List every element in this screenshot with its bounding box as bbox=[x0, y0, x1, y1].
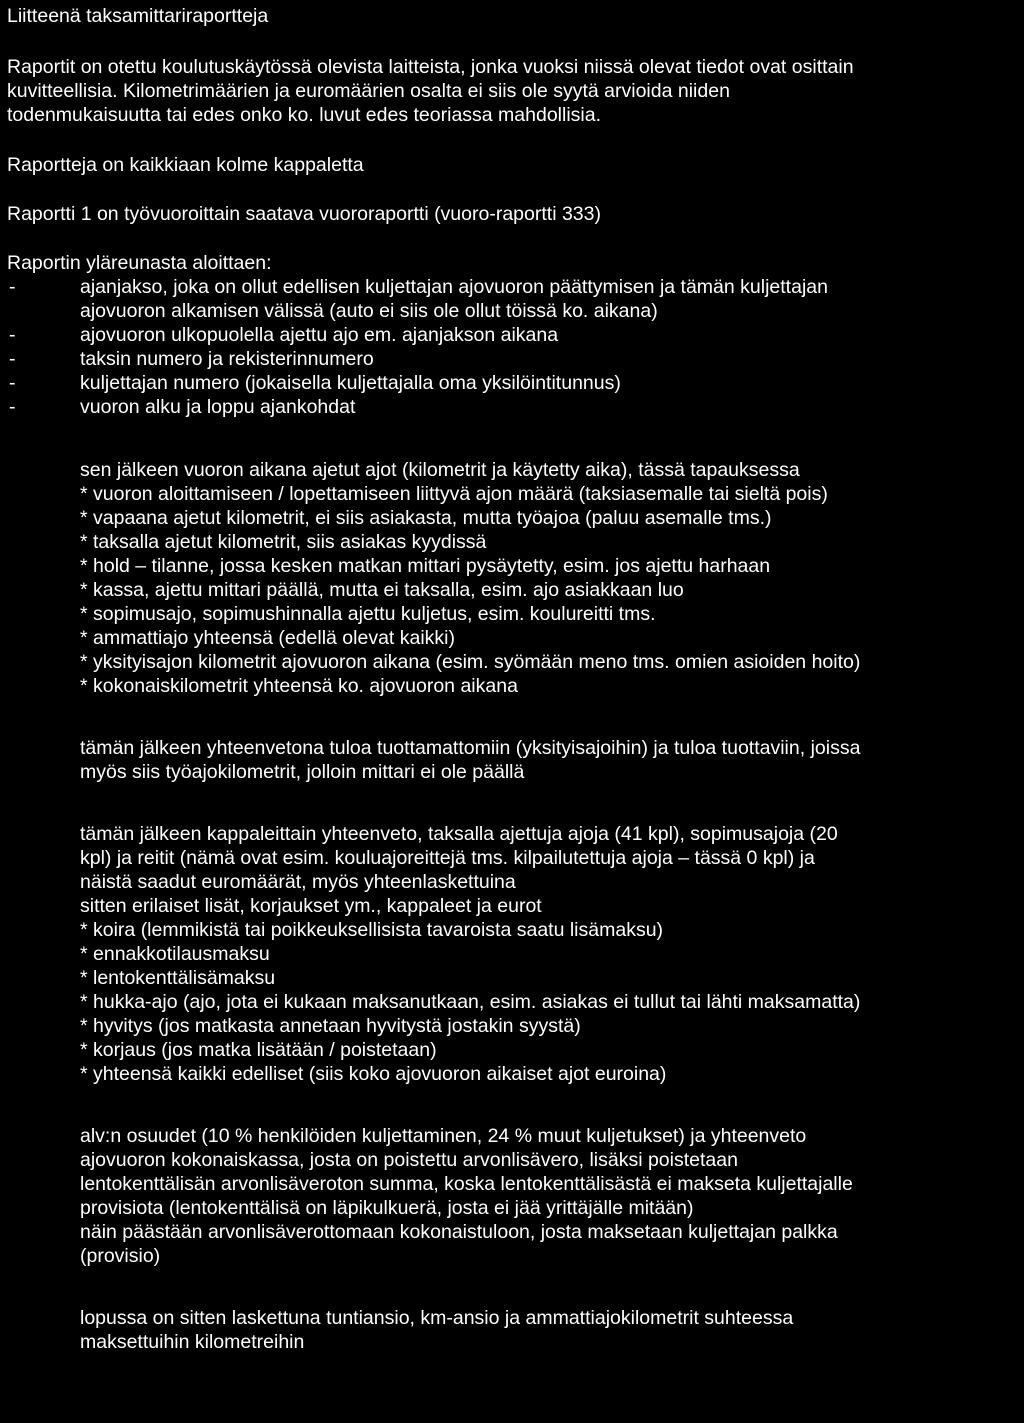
pieces-line: * koira (lemmikistä tai poikkeuksellisista tavaroista saatu lisämaksu) bbox=[80, 919, 664, 941]
income-line: myös siis työajokilometrit, jolloin mittari ei ole päällä bbox=[80, 761, 525, 783]
dash-item-line: ajovuoron alkamisen välissä (auto ei siis ole ollut töissä ko. aikana) bbox=[80, 300, 658, 322]
intro-line: kuvitteellisia. Kilometrimäärien ja euromäärien osalta ei siis ole syytä arvioida niiden bbox=[7, 80, 730, 102]
intro-paragraph bbox=[7, 55, 1019, 127]
pieces-line: sitten erilaiset lisät, korjaukset ym., kappaleet ja eurot bbox=[80, 895, 542, 917]
vat-line: ajovuoron kokonaiskassa, josta on poistettu arvonlisävero, lisäksi poistetaan bbox=[80, 1149, 738, 1171]
end-line: lopussa on sitten laskettuna tuntiansio, km-ansio ja ammattiajokilometrit suhteessa bbox=[80, 1307, 794, 1329]
trips-line: * vuoron aloittamiseen / lopettamiseen liittyvä ajon määrä (taksiasemalle tai sieltä pois) bbox=[80, 483, 828, 505]
pieces-line: kpl) ja reitit (nämä ovat esim. kouluajoreittejä tms. kilpailutettuja ajoja – tässä 0 kpl) ja bbox=[80, 847, 815, 869]
dash-item-line: taksin numero ja rekisterinnumero bbox=[80, 348, 374, 370]
income-section bbox=[7, 736, 1019, 784]
pieces-line: * lentokenttälisämaksu bbox=[80, 967, 276, 989]
trips-line: * sopimusajo, sopimushinnalla ajettu kuljetus, esim. koulureitti tms. bbox=[80, 603, 656, 625]
vat-section bbox=[7, 1124, 1019, 1268]
dash-list-item bbox=[7, 323, 1019, 347]
dash-list-item bbox=[7, 347, 1019, 371]
dash-list-item bbox=[7, 395, 1019, 419]
dash-bullet: - bbox=[9, 276, 16, 298]
pieces-line: * hyvitys (jos matkasta annetaan hyvitystä jostakin syystä) bbox=[80, 1015, 581, 1037]
end-section bbox=[7, 1306, 1019, 1354]
dash-item-text bbox=[80, 275, 1019, 323]
trips-line: * ammattiajo yhteensä (edellä olevat kaikki) bbox=[80, 627, 456, 649]
summary-paragraph: Raportteja on kaikkiaan kolme kappaletta bbox=[7, 154, 364, 176]
dash-item-line: ajovuoron ulkopuolella ajettu ajo em. ajanjakson aikana bbox=[80, 324, 559, 346]
trips-line: * yksityisajon kilometrit ajovuoron aikana (esim. syömään meno tms. omien asioiden hoito) bbox=[80, 651, 861, 673]
pieces-line: näistä saadut euromäärät, myös yhteenlaskettuina bbox=[80, 871, 516, 893]
vat-line: alv:n osuudet (10 % henkilöiden kuljettaminen, 24 % muut kuljetukset) ja yhteenveto bbox=[80, 1125, 807, 1147]
trips-line: * vapaana ajetut kilometrit, ei siis asiakasta, mutta työajoa (paluu asemalle tms.) bbox=[80, 507, 772, 529]
trips-line: * kokonaiskilometrit yhteensä ko. ajovuoron aikana bbox=[80, 675, 518, 697]
dash-item-line: kuljettajan numero (jokaisella kuljettajalla oma yksilöintitunnus) bbox=[80, 372, 621, 394]
vat-line: provisiota (lentokenttälisä on läpikulkuerä, josta ei jää yrittäjälle mitään) bbox=[80, 1197, 694, 1219]
pieces-line: * yhteensä kaikki edelliset (siis koko ajovuoron aikaiset ajot euroina) bbox=[80, 1063, 667, 1085]
dash-bullet: - bbox=[9, 372, 16, 394]
trips-line: sen jälkeen vuoron aikana ajetut ajot (kilometrit ja käytetty aika), tässä tapauksessa bbox=[80, 459, 800, 481]
pieces-line: * hukka-ajo (ajo, jota ei kukaan maksanutkaan, esim. asiakas ei tullut tai lähti maksamatta) bbox=[80, 991, 861, 1013]
dash-list bbox=[7, 275, 1019, 419]
dash-item-line: vuoron alku ja loppu ajankohdat bbox=[80, 396, 356, 418]
vat-line: lentokenttälisän arvonlisäveroton summa, koska lentokenttälisästä ei makseta kuljettajalle bbox=[80, 1173, 853, 1195]
dash-item-line: ajanjakso, joka on ollut edellisen kuljettajan ajovuoron päättymisen ja tämän kuljettajan bbox=[80, 276, 828, 298]
pieces-line: tämän jälkeen kappaleittain yhteenveto, taksalla ajettuja ajoja (41 kpl), sopimusajoja (20 bbox=[80, 823, 838, 845]
trips-section bbox=[7, 458, 1019, 698]
vat-line: (provisio) bbox=[80, 1245, 161, 1267]
dash-bullet: - bbox=[9, 348, 16, 370]
trips-line: * taksalla ajetut kilometrit, siis asiakas kyydissä bbox=[80, 531, 487, 553]
intro-line: Raportit on otettu koulutuskäytössä olevista laitteista, jonka vuoksi niissä olevat tiedot ovat osittain bbox=[7, 56, 854, 78]
pieces-line: * korjaus (jos matka lisätään / poistetaan) bbox=[80, 1039, 437, 1061]
end-line: maksettuihin kilometreihin bbox=[80, 1331, 305, 1353]
trips-line: * hold – tilanne, jossa kesken matkan mittari pysäytetty, esim. jos ajettu harhaan bbox=[80, 555, 771, 577]
trips-line: * kassa, ajettu mittari päällä, mutta ei taksalla, esim. ajo asiakkaan luo bbox=[80, 579, 684, 601]
dash-bullet: - bbox=[9, 396, 16, 418]
dash-list-item bbox=[7, 275, 1019, 323]
dash-list-item bbox=[7, 371, 1019, 395]
document-title: Liitteenä taksamittariraportteja bbox=[7, 5, 269, 27]
document-page bbox=[7, 0, 1019, 1354]
top-intro-line: Raportin yläreunasta aloittaen: bbox=[7, 252, 272, 274]
pieces-section bbox=[7, 822, 1019, 1086]
vat-line: näin päästään arvonlisäverottomaan kokonaistuloon, josta maksetaan kuljettajan palkka bbox=[80, 1221, 838, 1243]
intro-line: todenmukaisuutta tai edes onko ko. luvut edes teoriassa mahdollisia. bbox=[7, 104, 602, 126]
report-one-heading: Raportti 1 on työvuoroittain saatava vuororaportti (vuoro-raportti 333) bbox=[7, 203, 601, 225]
income-line: tämän jälkeen yhteenvetona tuloa tuottamattomiin (yksityisajoihin) ja tuloa tuottaviin, joissa bbox=[80, 737, 861, 759]
dash-bullet: - bbox=[9, 324, 16, 346]
pieces-line: * ennakkotilausmaksu bbox=[80, 943, 270, 965]
